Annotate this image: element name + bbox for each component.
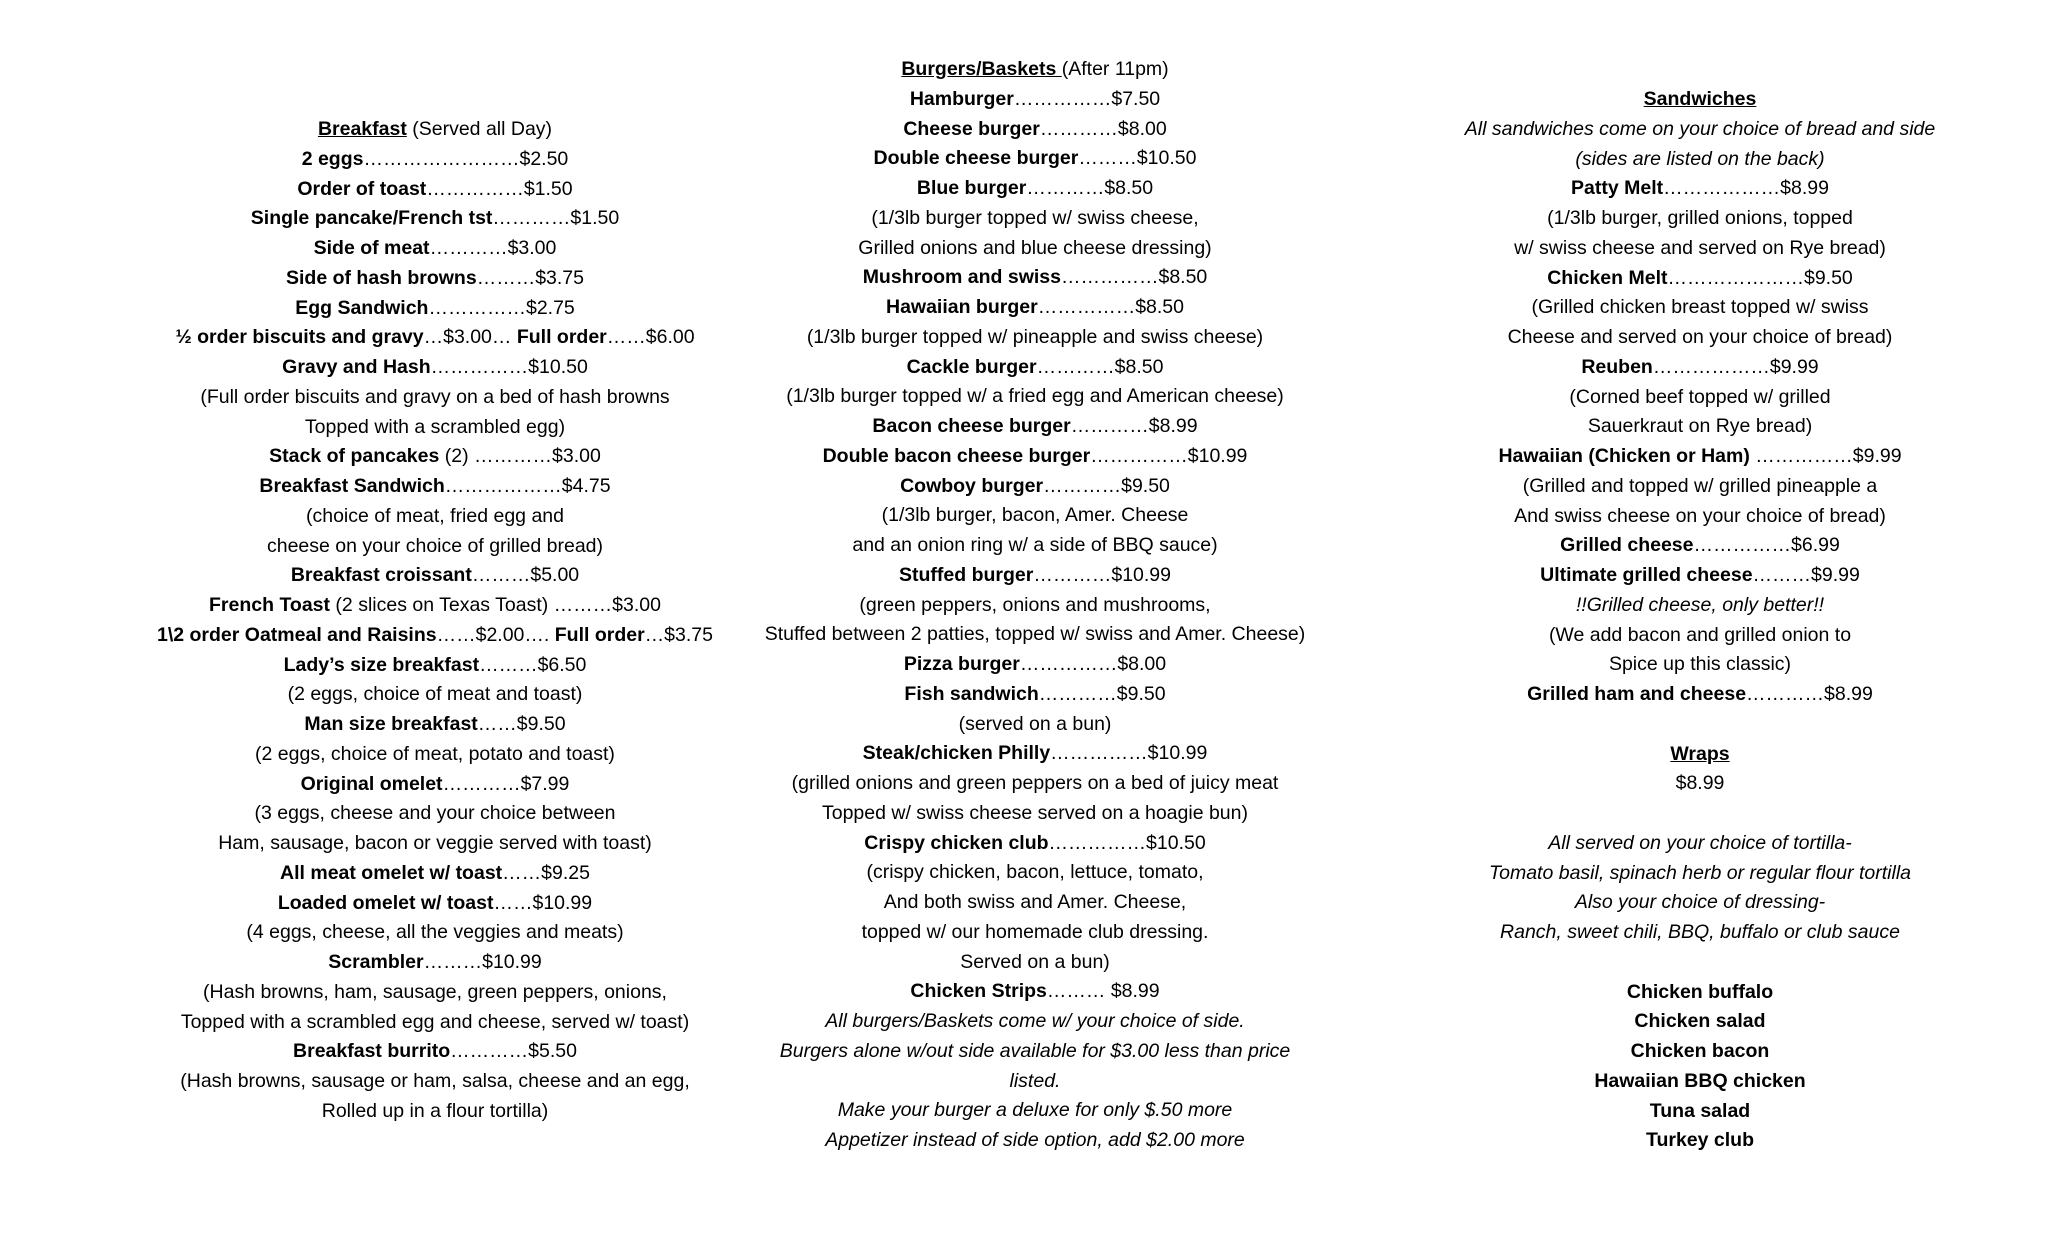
menu-item: Cowboy burger…………$9.50 — [900, 474, 1170, 497]
sandwiches-heading: Sandwiches — [1643, 88, 1757, 110]
menu-item: Side of meat…………$3.00 — [313, 237, 557, 259]
menu-item: Steak/chicken Philly……………$10.99 — [862, 742, 1208, 765]
menu-item: Lady’s size breakfast………$6.50 — [283, 653, 587, 676]
item-description: Spice up this classic) — [1608, 653, 1792, 676]
menu-item: 2 eggs……………………$2.50 — [301, 147, 569, 170]
burgers-column — [710, 55, 1360, 1156]
menu-item: Chicken Strips……… $8.99 — [910, 980, 1160, 1003]
spacer — [1390, 799, 2010, 829]
burgers-note: listed. — [1009, 1069, 1061, 1092]
menu-item: Hamburger……………$7.50 — [909, 87, 1161, 110]
wrap-item: Hawaiian BBQ chicken — [1594, 1069, 1806, 1092]
item-description: (served on a bun) — [958, 712, 1112, 735]
item-description: (Corned beef topped w/ grilled — [1569, 385, 1831, 408]
item-description: (1/3lb burger topped w/ pineapple and swiss cheese) — [806, 325, 1264, 348]
sandwiches-intro: All sandwiches come on your choice of bread and side — [1464, 117, 1936, 140]
menu-item: 1\2 order Oatmeal and Raisins……$2.00…. Full order…$3.75 — [157, 623, 713, 646]
item-description: (1/3lb burger topped w/ swiss cheese, — [871, 206, 1199, 229]
item-description: (grilled onions and green peppers on a bed of juicy meat — [791, 772, 1279, 794]
menu-item: Grilled cheese……………$6.99 — [1560, 534, 1840, 557]
menu-item: All meat omelet w/ toast……$9.25 — [280, 861, 590, 884]
item-description: (Grilled chicken breast topped w/ swiss — [1531, 296, 1869, 319]
item-description: and an onion ring w/ a side of BBQ sauce) — [852, 534, 1218, 556]
menu-item: Crispy chicken club……………$10.50 — [864, 831, 1206, 854]
menu-item: Ultimate grilled cheese………$9.99 — [1540, 564, 1860, 586]
wraps-note: All served on your choice of tortilla- — [1548, 831, 1852, 854]
burgers-note: All burgers/Baskets come w/ your choice of side. — [825, 1010, 1245, 1032]
menu-item: Side of hash browns………$3.75 — [286, 266, 584, 289]
item-description: Stuffed between 2 patties, topped w/ swiss and Amer. Cheese) — [764, 623, 1306, 646]
item-description: Ham, sausage, bacon or veggie served with toast) — [218, 832, 652, 854]
menu-item: Double cheese burger………$10.50 — [873, 147, 1197, 170]
menu-item: Single pancake/French tst…………$1.50 — [250, 207, 620, 230]
menu-item: Breakfast Sandwich………………$4.75 — [259, 475, 611, 497]
menu-item: Scrambler………$10.99 — [328, 951, 542, 973]
item-description: (green peppers, onions and mushrooms, — [859, 593, 1211, 616]
item-description: (crispy chicken, bacon, lettuce, tomato, — [866, 861, 1204, 884]
wrap-item: Tuna salad — [1649, 1099, 1751, 1122]
menu-item: Cackle burger…………$8.50 — [906, 355, 1164, 378]
wrap-item: Chicken buffalo — [1626, 980, 1774, 1003]
item-description: (choice of meat, fried egg and — [306, 504, 564, 527]
menu-item: Reuben………………$9.99 — [1581, 355, 1819, 378]
menu-item: Grilled ham and cheese…………$8.99 — [1527, 683, 1873, 705]
menu-item: Fish sandwich…………$9.50 — [904, 682, 1166, 705]
menu-item: Hawaiian (Chicken or Ham) ……………$9.99 — [1498, 445, 1902, 467]
sandwiches-intro: (sides are listed on the back) — [1575, 147, 1825, 170]
menu-item: Patty Melt………………$8.99 — [1571, 177, 1829, 200]
item-description: Grilled onions and blue cheese dressing) — [858, 236, 1212, 259]
item-description: Served on a bun) — [960, 950, 1110, 973]
menu-item: Egg Sandwich……………$2.75 — [295, 296, 575, 319]
menu-item: Breakfast burrito…………$5.50 — [293, 1040, 577, 1063]
item-description: (2 eggs, choice of meat and toast) — [287, 683, 583, 706]
spacer — [1390, 948, 2010, 978]
menu-item: Chicken Melt…………………$9.50 — [1547, 266, 1853, 289]
item-description: Topped with a scrambled egg) — [304, 415, 566, 438]
wraps-price: $8.99 — [1675, 772, 1725, 795]
menu-item: Double bacon cheese burger……………$10.99 — [822, 444, 1248, 467]
item-description: And both swiss and Amer. Cheese, — [883, 891, 1187, 913]
menu-item: ½ order biscuits and gravy…$3.00… Full order……$6.00 — [175, 326, 695, 349]
item-tagline: !!Grilled cheese, only better!! — [1575, 593, 1825, 616]
menu-item: Gravy and Hash……………$10.50 — [282, 356, 588, 378]
menu-item: Pizza burger……………$8.00 — [903, 653, 1167, 675]
menu-item: Mushroom and swiss……………$8.50 — [862, 266, 1208, 289]
wraps-note: Ranch, sweet chili, BBQ, buffalo or club sauce — [1500, 921, 1900, 943]
menu-item: Bacon cheese burger…………$8.99 — [872, 415, 1198, 437]
item-description: (2 eggs, choice of meat, potato and toast) — [255, 742, 615, 765]
wraps-note: Tomato basil, spinach herb or regular flour tortilla — [1489, 861, 1911, 884]
wrap-item: Turkey club — [1645, 1129, 1754, 1152]
item-description: Topped w/ swiss cheese served on a hoagie bun) — [821, 801, 1248, 824]
burgers-note: Appetizer instead of side option, add $2.00 more — [825, 1129, 1245, 1151]
breakfast-heading: Breakfast (Served all Day) — [317, 118, 553, 140]
menu-item: Cheese burger…………$8.00 — [903, 117, 1167, 140]
item-description: (Hash browns, ham, sausage, green peppers, onions, — [203, 980, 667, 1003]
menu-item: Loaded omelet w/ toast……$10.99 — [277, 891, 593, 914]
item-description: (Full order biscuits and gravy on a bed of hash browns — [200, 385, 670, 408]
item-description: Sauerkraut on Rye bread) — [1587, 415, 1813, 438]
item-description: topped w/ our homemade club dressing. — [861, 920, 1209, 943]
item-description: (Grilled and topped w/ grilled pineapple a — [1522, 474, 1878, 497]
item-description: Topped with a scrambled egg and cheese, served w/ toast) — [180, 1010, 690, 1033]
menu-item: Order of toast……………$1.50 — [297, 177, 573, 200]
burgers-heading: Burgers/Baskets (After 11pm) — [901, 58, 1169, 80]
wrap-item: Chicken salad — [1634, 1010, 1766, 1033]
breakfast-column — [70, 115, 800, 1127]
burgers-note: Make your burger a deluxe for only $.50 more — [837, 1099, 1233, 1122]
menu-item: French Toast (2 slices on Texas Toast) ………$3.00 — [209, 594, 661, 616]
wraps-heading: Wraps — [1670, 742, 1730, 765]
sandwiches-column — [1390, 85, 2010, 1156]
menu-item: Breakfast croissant………$5.00 — [290, 564, 580, 587]
menu-item: Original omelet…………$7.99 — [300, 772, 570, 795]
item-description: cheese on your choice of grilled bread) — [266, 534, 604, 557]
wrap-item: Chicken bacon — [1630, 1040, 1770, 1062]
item-description: (1/3lb burger topped w/ a fried egg and American cheese) — [786, 385, 1284, 408]
spacer — [1390, 710, 2010, 740]
item-description: w/ swiss cheese and served on Rye bread) — [1514, 236, 1886, 259]
menu-item: Blue burger…………$8.50 — [916, 177, 1154, 199]
item-description: (Hash browns, sausage or ham, salsa, cheese and an egg, — [180, 1070, 690, 1092]
item-description: (4 eggs, cheese, all the veggies and meats) — [246, 921, 624, 944]
item-description: And swiss cheese on your choice of bread) — [1514, 504, 1886, 527]
menu-item: Man size breakfast……$9.50 — [304, 713, 566, 735]
menu-item: Hawaiian burger……………$8.50 — [885, 296, 1185, 318]
item-description: (We add bacon and grilled onion to — [1548, 623, 1852, 646]
wraps-note: Also your choice of dressing- — [1574, 891, 1826, 914]
item-description: Cheese and served on your choice of bread) — [1507, 326, 1893, 348]
menu-item: Stack of pancakes (2) …………$3.00 — [269, 445, 601, 468]
item-description: (1/3lb burger, grilled onions, topped — [1547, 207, 1853, 229]
item-description: (3 eggs, cheese and your choice between — [254, 802, 616, 825]
menu-item: Stuffed burger…………$10.99 — [899, 563, 1171, 586]
item-description: (1/3lb burger, bacon, Amer. Cheese — [881, 504, 1189, 527]
item-description: Rolled up in a flour tortilla) — [321, 1099, 549, 1122]
burgers-note: Burgers alone w/out side available for $3.00 less than price — [779, 1039, 1291, 1062]
